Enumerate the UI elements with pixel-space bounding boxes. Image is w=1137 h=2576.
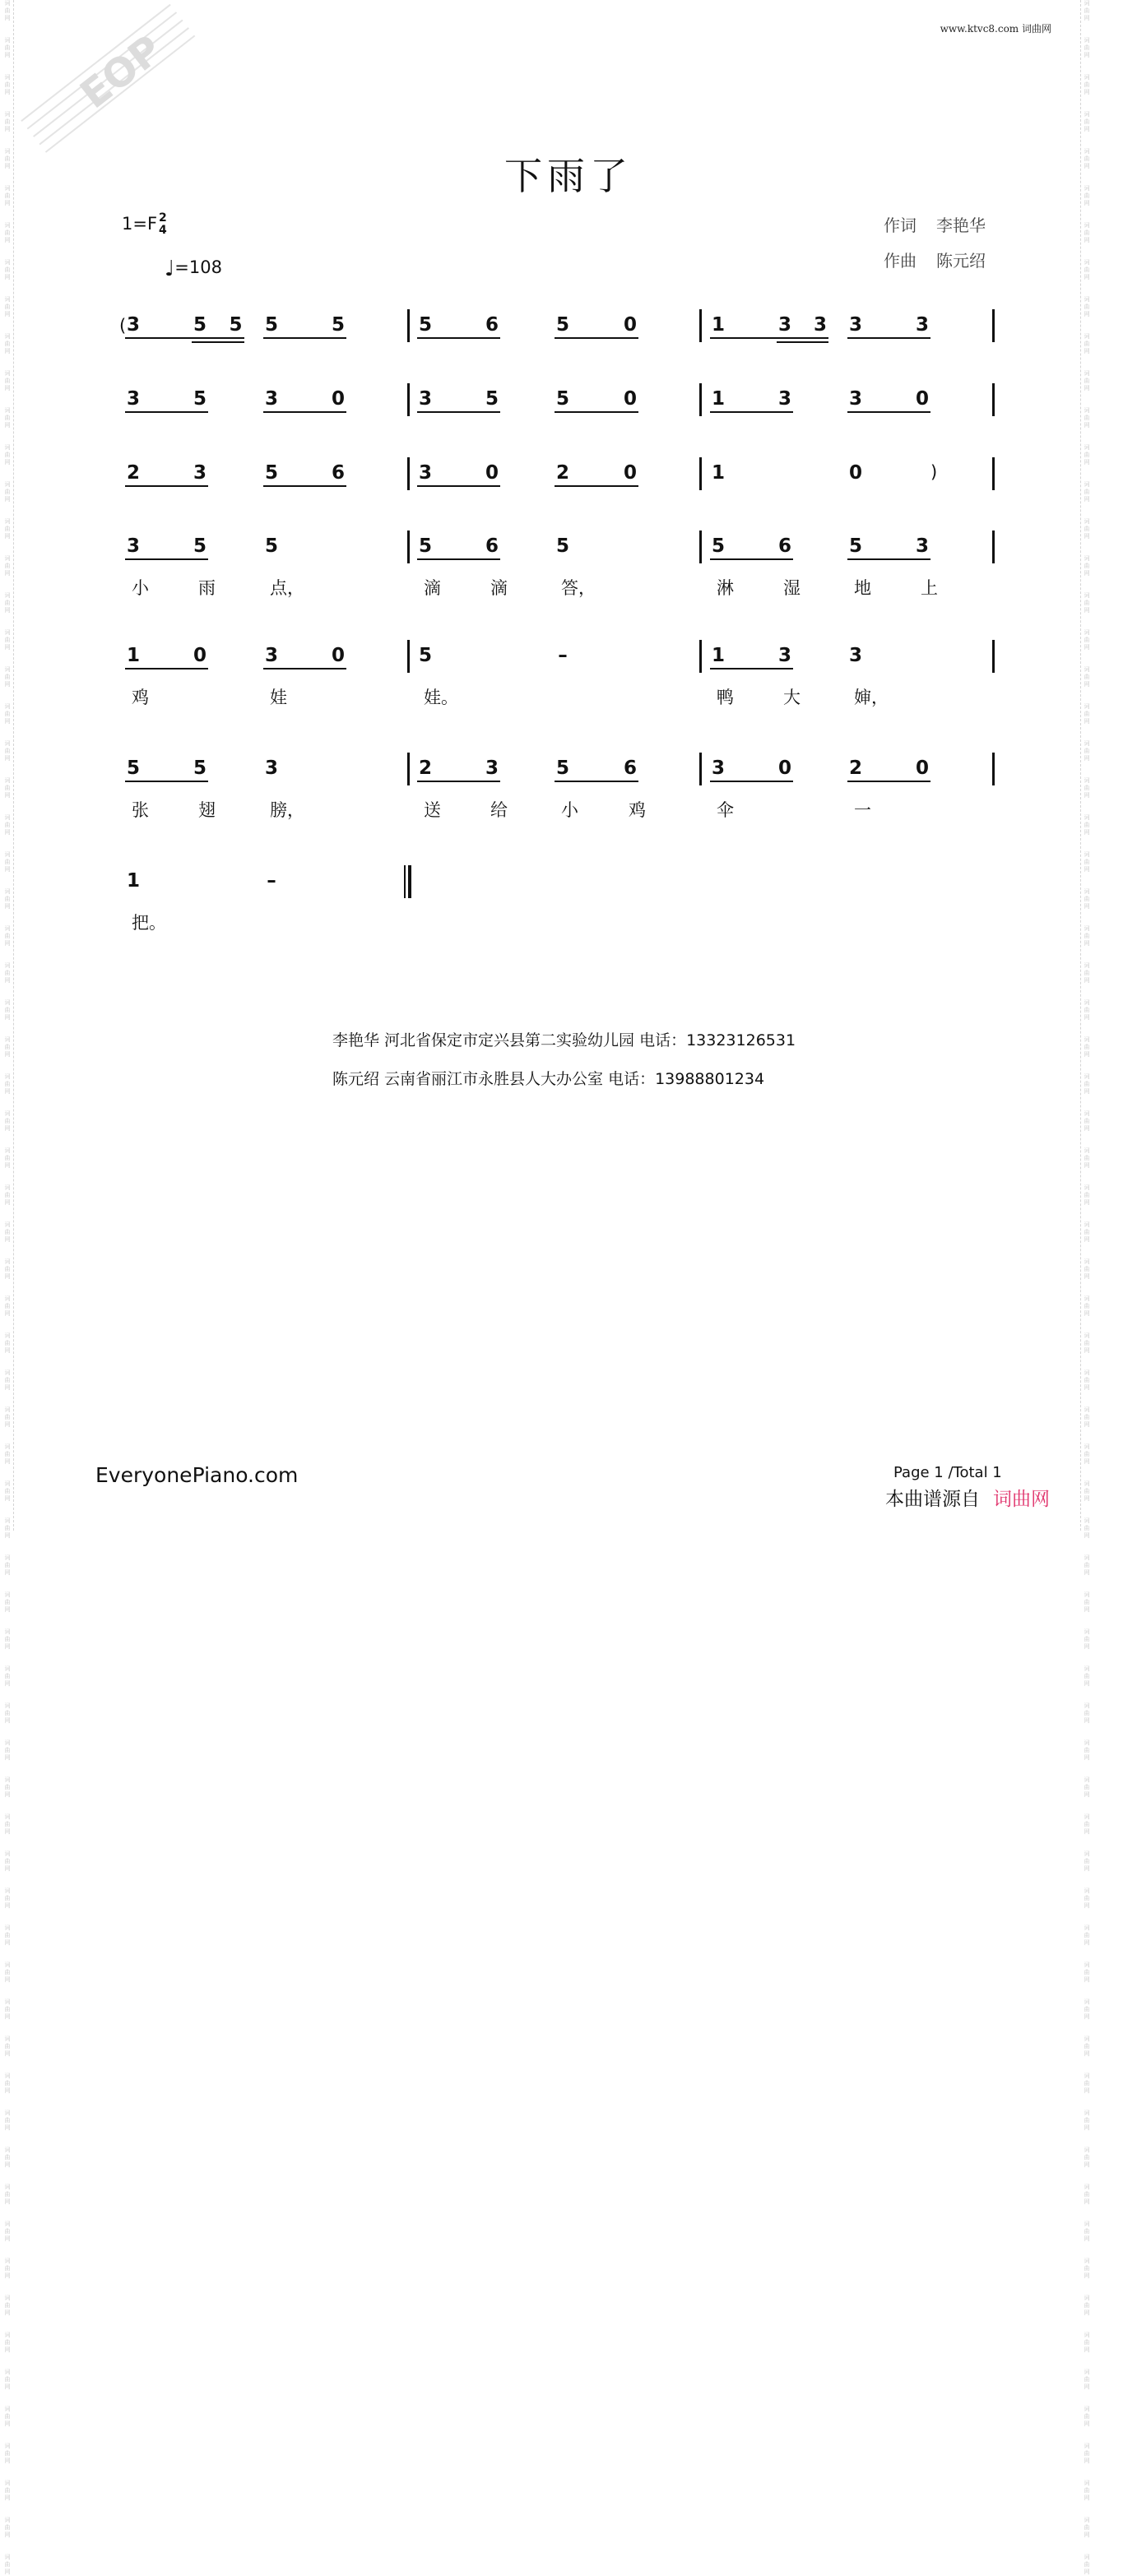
barline [992, 309, 995, 342]
note: 5 [418, 535, 432, 557]
tempo-value: =108 [174, 257, 222, 277]
beam-underline [555, 781, 638, 782]
time-top: 2 [159, 211, 167, 225]
note: 5 [331, 314, 345, 336]
time-bottom: 4 [159, 224, 167, 237]
note: 1 [711, 462, 725, 484]
composer-name: 陈元绍 [936, 251, 986, 271]
note: 5 [711, 535, 725, 557]
barline [699, 457, 702, 490]
note: 0 [777, 758, 791, 779]
beam-underline [555, 411, 638, 413]
lyric: 婶， [854, 688, 889, 707]
source-prefix: 本曲谱源自 [885, 1489, 980, 1510]
note: 2 [126, 462, 140, 484]
beam-underline [710, 668, 793, 669]
barline [407, 530, 410, 563]
note: 1 [711, 388, 725, 410]
header-site: www.ktvc8.com 词曲网 [940, 23, 1051, 35]
note: – [267, 870, 276, 892]
note: 5 [848, 535, 862, 557]
note: 5 [126, 758, 140, 779]
key-label: 1=F [122, 214, 158, 234]
note: 3 [777, 645, 791, 666]
quarter-note-icon: ♩ [165, 257, 175, 281]
note: 5 [264, 462, 278, 484]
note: 3 [126, 388, 140, 410]
note: 0 [331, 645, 345, 666]
barline [992, 640, 995, 673]
beam-underline [125, 485, 208, 487]
lyricist-label: 作词 [884, 215, 917, 235]
lyric: 一 [854, 800, 871, 820]
barline [992, 457, 995, 490]
note: 3 [848, 314, 862, 336]
lyric: 雨 [198, 578, 216, 598]
note: 5 [193, 314, 207, 336]
beam-underline [847, 411, 930, 413]
note: 0 [915, 758, 929, 779]
lyric: 张 [132, 800, 149, 820]
note: 3 [777, 388, 791, 410]
song-title: 下雨了 [504, 154, 633, 198]
lyric: 娃 [270, 688, 287, 707]
note: 0 [193, 645, 207, 666]
barline [992, 383, 995, 416]
lyric: 湿 [783, 578, 801, 598]
beam-underline [847, 558, 930, 560]
note: 5 [193, 388, 207, 410]
note: 5 [555, 758, 569, 779]
lyric: 上 [921, 578, 938, 598]
note: 3 [264, 758, 278, 779]
right-edge-watermark: 词 曲 网 词 曲 网 词 曲 网 词 曲 网 词 曲 网 词 曲 网 词 曲 网 词 曲 网 词 曲 网 词 曲 网 词 曲 网 词 曲 网 词 曲 网 词 曲 网 词 曲 网 词 曲 网 词 曲 网 词 曲 网 词 曲 网 词 曲 网 词 曲 网 词 曲 网 词 曲 网 词 曲 网 词 曲 网 词 曲 网 词 曲 网 词 曲 网 词 曲 网 词 曲 网 词 曲 网 词 曲 网 词 曲 网 词 曲 网 词 曲 网 词 曲 网 词 曲 网 词 曲 网 词 曲 网 词 曲 网 词 曲 网 词 曲 网 词 曲 网 词 曲 网 词 曲 网 词 曲 网 词 曲 网 词 曲 网 词 曲 网 词 曲 网 词 曲 网 词 曲 网 词 曲 网 词 曲 网 词 曲 网 词 曲 网 词 曲 网 词 曲 网 词 曲 网 词 曲 网 词 曲 网 词 曲 网 词 曲 网 词 曲 网 词 曲 网 词 曲 网 词 曲 网 词 曲 网 词 曲 网 词 曲 网 [1080, 0, 1093, 1531]
lyric: 把。 [132, 913, 166, 933]
jianpu-score [0, 0, 1094, 987]
beam-underline [555, 337, 638, 339]
note: 5 [264, 535, 278, 557]
note: 1 [126, 870, 140, 892]
note: 3 [193, 462, 207, 484]
note: 6 [331, 462, 345, 484]
beam-underline [710, 558, 793, 560]
intro-open-paren: ( [119, 316, 127, 336]
note: 2 [848, 758, 862, 779]
beam-underline [417, 337, 500, 339]
beam-underline [125, 337, 244, 339]
note: 3 [418, 388, 432, 410]
note: 6 [485, 314, 499, 336]
beam-underline [263, 411, 346, 413]
logo-text: EOP [72, 26, 171, 118]
note: 3 [418, 462, 432, 484]
lyric: 翅 [198, 800, 216, 820]
lyric: 小 [132, 578, 149, 598]
beam-underline [417, 781, 500, 782]
barline [407, 640, 410, 673]
lyric: 伞 [717, 800, 734, 820]
note: 0 [848, 462, 862, 484]
lyric: 送 [424, 800, 441, 820]
source-brand: 词曲网 [993, 1489, 1050, 1510]
note: 5 [555, 314, 569, 336]
note: 3 [777, 314, 791, 336]
lyric: 答， [561, 578, 596, 598]
note: 3 [711, 758, 725, 779]
lyric: 滴 [490, 578, 508, 598]
note: 5 [418, 645, 432, 666]
lyric: 鸡 [132, 688, 149, 707]
lyric: 淋 [717, 578, 734, 598]
note: 6 [777, 535, 791, 557]
note: 3 [848, 645, 862, 666]
barline [699, 309, 702, 342]
contact-lyricist: 李艳华 河北省保定市定兴县第二实验幼儿园 电话：13323126531 [332, 1031, 796, 1049]
barline [407, 383, 410, 416]
lyric: 给 [490, 800, 508, 820]
note: 0 [485, 462, 499, 484]
final-barline-thick [408, 865, 411, 898]
note: 5 [555, 388, 569, 410]
beam-underline [710, 781, 793, 782]
beam-underline [263, 485, 346, 487]
beam-underline [417, 411, 500, 413]
beam-underline [263, 337, 346, 339]
page-number: Page 1 /Total 1 [893, 1464, 1002, 1481]
note: 3 [126, 314, 140, 336]
barline [699, 640, 702, 673]
note: 1 [126, 645, 140, 666]
note: 0 [331, 388, 345, 410]
beam-underline [417, 558, 500, 560]
composer-label: 作曲 [884, 251, 917, 271]
beam-underline [125, 781, 208, 782]
beam-underline [192, 341, 244, 343]
barline [407, 753, 410, 785]
note: 3 [126, 535, 140, 557]
intro-close-paren: ) [930, 462, 938, 482]
lyric: 鸭 [717, 688, 734, 707]
note: 2 [555, 462, 569, 484]
lyricist-name: 李艳华 [936, 215, 986, 235]
note: 0 [623, 388, 637, 410]
beam-underline [710, 337, 828, 339]
barline [992, 753, 995, 785]
note: 0 [623, 462, 637, 484]
note: 3 [848, 388, 862, 410]
note: 1 [711, 645, 725, 666]
lyric: 地 [854, 578, 871, 598]
lyric: 鸡 [629, 800, 646, 820]
note: 3 [915, 535, 929, 557]
note: 5 [193, 535, 207, 557]
beam-underline [555, 485, 638, 487]
beam-underline [125, 411, 208, 413]
barline [699, 753, 702, 785]
lyric: 小 [561, 800, 578, 820]
note: 2 [418, 758, 432, 779]
beam-underline [710, 411, 793, 413]
note: 6 [485, 535, 499, 557]
lyric: 膀， [270, 800, 304, 820]
note: 3 [264, 645, 278, 666]
note: 5 [555, 535, 569, 557]
lyric: 娃。 [424, 688, 458, 707]
note: 3 [915, 314, 929, 336]
beam-underline [847, 337, 930, 339]
note: 5 [193, 758, 207, 779]
note: 6 [623, 758, 637, 779]
note: 3 [485, 758, 499, 779]
lyric: 大 [783, 688, 801, 707]
barline [407, 457, 410, 490]
contact-composer: 陈元绍 云南省丽江市永胜县人大办公室 电话：13988801234 [332, 1070, 765, 1088]
barline [992, 530, 995, 563]
note: 5 [485, 388, 499, 410]
barline [699, 530, 702, 563]
note: 5 [264, 314, 278, 336]
lyric: 滴 [424, 578, 441, 598]
beam-underline [263, 668, 346, 669]
beam-underline [125, 558, 208, 560]
left-edge-watermark: 词 曲 网 词 曲 网 词 曲 网 词 曲 网 词 曲 网 词 曲 网 词 曲 网 词 曲 网 词 曲 网 词 曲 网 词 曲 网 词 曲 网 词 曲 网 词 曲 网 词 曲 网 词 曲 网 词 曲 网 词 曲 网 词 曲 网 词 曲 网 词 曲 网 词 曲 网 词 曲 网 词 曲 网 词 曲 网 词 曲 网 词 曲 网 词 曲 网 词 曲 网 词 曲 网 词 曲 网 词 曲 网 词 曲 网 词 曲 网 词 曲 网 词 曲 网 词 曲 网 词 曲 网 词 曲 网 词 曲 网 词 曲 网 词 曲 网 词 曲 网 词 曲 网 词 曲 网 词 曲 网 词 曲 网 词 曲 网 词 曲 网 词 曲 网 词 曲 网 词 曲 网 词 曲 网 词 曲 网 词 曲 网 词 曲 网 词 曲 网 词 曲 网 词 曲 网 词 曲 网 词 曲 网 词 曲 网 词 曲 网 词 曲 网 词 曲 网 词 曲 网 词 曲 网 词 曲 网 词 曲 网 词 曲 网 [2, 0, 14, 1531]
barline [407, 309, 410, 342]
beam-underline [125, 668, 208, 669]
note: 5 [418, 314, 432, 336]
barline [699, 383, 702, 416]
note: – [558, 645, 568, 666]
note: 5 [229, 314, 243, 336]
note: 0 [915, 388, 929, 410]
beam-underline [847, 781, 930, 782]
note: 0 [623, 314, 637, 336]
beam-underline [417, 485, 500, 487]
note: 1 [711, 314, 725, 336]
lyric: 点， [270, 578, 304, 598]
beam-underline [777, 341, 828, 343]
footer-source [885, 1484, 1050, 1511]
note: 3 [813, 314, 827, 336]
footer-site: EveryonePiano.com [95, 1463, 299, 1487]
final-barline-thin [404, 865, 406, 898]
note: 3 [264, 388, 278, 410]
